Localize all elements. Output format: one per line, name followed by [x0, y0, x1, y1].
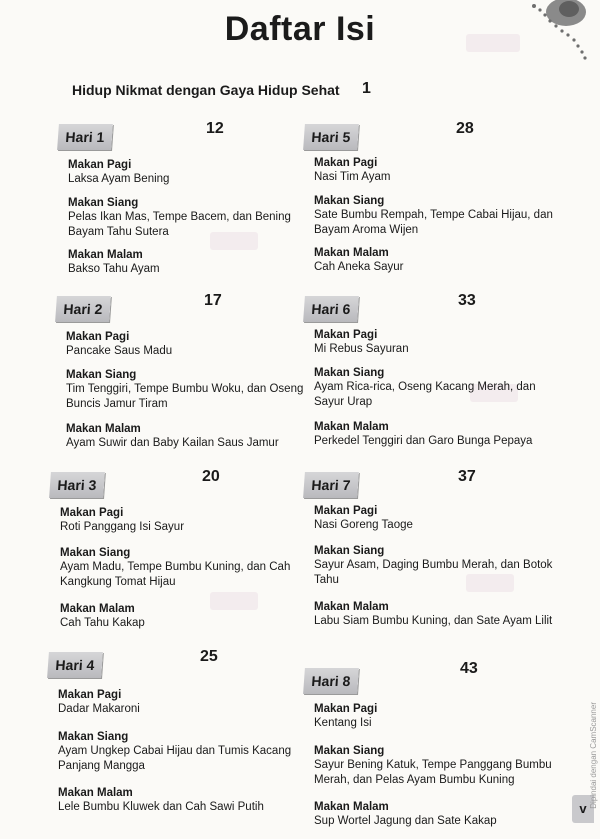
meal-label: Makan Pagi — [314, 329, 378, 341]
meal-desc: Pelas Ikan Mas, Tempe Bacem, dan Bening Bayam Tahu Sutera — [68, 211, 291, 238]
meal-desc: Nasi Tim Ayam — [314, 171, 391, 183]
meal-label: Makan Siang — [68, 197, 139, 209]
meal-siang — [58, 730, 298, 774]
meal-label: Makan Malam — [314, 247, 389, 259]
day-page-number: 20 — [202, 468, 220, 485]
meal-label: Makan Malam — [66, 423, 141, 435]
meal-label: Makan Siang — [66, 369, 137, 381]
meal-pagi — [58, 688, 298, 717]
meal-siang — [60, 546, 300, 590]
page-title: Daftar Isi — [224, 10, 376, 48]
day-badge: Hari 6 — [303, 296, 359, 322]
meal-desc: Ayam Madu, Tempe Bumbu Kuning, dan Cah Kangkung Tomat Hijau — [60, 561, 291, 588]
meal-label: Makan Malam — [314, 601, 389, 613]
meal-label: Makan Siang — [314, 195, 385, 207]
meal-siang — [314, 544, 554, 588]
meal-label: Makan Pagi — [68, 159, 132, 171]
meal-malam — [60, 602, 300, 631]
meal-label: Makan Siang — [314, 367, 385, 379]
meal-label: Makan Malam — [314, 801, 389, 813]
meal-label: Makan Pagi — [66, 331, 130, 343]
meal-siang — [68, 196, 308, 240]
scanner-watermark: Dipindai dengan CamScanner — [589, 702, 598, 809]
meal-desc: Ayam Ungkep Cabai Hijau dan Tumis Kacang Panjang Mangga — [58, 745, 292, 772]
meal-pagi — [66, 330, 306, 359]
meal-desc: Lele Bumbu Kluwek dan Cah Sawi Putih — [58, 801, 264, 813]
day-badge: Hari 5 — [303, 124, 359, 150]
meal-siang — [66, 368, 306, 412]
meal-desc: Ayam Rica-rica, Oseng Kacang Merah, dan Sayur Urap — [314, 381, 536, 408]
day-badge: Hari 1 — [57, 124, 113, 150]
meal-pagi — [314, 702, 554, 731]
meal-malam — [314, 420, 554, 449]
meal-pagi — [68, 158, 308, 187]
meal-label: Makan Pagi — [314, 157, 378, 169]
meal-desc: Laksa Ayam Bening — [68, 173, 170, 185]
meal-label: Makan Pagi — [60, 507, 124, 519]
day-page-number: 37 — [458, 468, 476, 485]
meal-label: Makan Pagi — [58, 689, 122, 701]
intro-page-number: 1 — [362, 80, 371, 97]
day-page-number: 28 — [456, 120, 474, 137]
meal-desc: Sayur Asam, Daging Bumbu Merah, dan Botok Tahu — [314, 559, 553, 586]
meal-malam — [314, 800, 554, 829]
meal-siang — [314, 744, 554, 788]
meal-label: Makan Malam — [60, 603, 135, 615]
meal-label: Makan Malam — [58, 787, 133, 799]
meal-malam — [58, 786, 298, 815]
meal-desc: Sayur Bening Katuk, Tempe Panggang Bumbu Merah, dan Pelas Ayam Bumbu Kuning — [314, 759, 552, 786]
meal-desc: Bakso Tahu Ayam — [68, 263, 160, 275]
meal-label: Makan Malam — [68, 249, 143, 261]
meal-label: Makan Pagi — [314, 505, 378, 517]
meal-desc: Tim Tenggiri, Tempe Bumbu Woku, dan Oseng Buncis Jamur Tiram — [66, 383, 304, 410]
meal-siang — [314, 366, 554, 410]
meal-pagi — [60, 506, 300, 535]
meal-desc: Roti Panggang Isi Sayur — [60, 521, 185, 533]
meal-label: Makan Malam — [314, 421, 389, 433]
meal-pagi — [314, 156, 554, 185]
day-badge: Hari 7 — [303, 472, 359, 498]
meal-label: Makan Siang — [58, 731, 129, 743]
meal-desc: Sup Wortel Jagung dan Sate Kakap — [314, 815, 497, 827]
day-badge: Hari 2 — [55, 296, 111, 322]
meal-malam — [68, 248, 308, 277]
meal-pagi — [314, 328, 554, 357]
meal-label: Makan Siang — [314, 745, 385, 757]
day-page-number: 43 — [460, 660, 478, 677]
meal-desc: Nasi Goreng Taoge — [314, 519, 413, 531]
day-badge: Hari 4 — [47, 652, 103, 678]
intro-title: Hidup Nikmat dengan Gaya Hidup Sehat — [72, 82, 340, 98]
meal-desc: Pancake Saus Madu — [66, 345, 173, 357]
page-number-tab: v — [572, 795, 594, 823]
meal-desc: Cah Aneka Sayur — [314, 261, 404, 273]
meal-desc: Mi Rebus Sayuran — [314, 343, 409, 355]
meal-malam — [66, 422, 306, 451]
day-badge: Hari 3 — [49, 472, 105, 498]
meal-desc: Kentang Isi — [314, 717, 372, 729]
day-page-number: 17 — [204, 292, 222, 309]
meal-label: Makan Siang — [314, 545, 385, 557]
meal-desc: Dadar Makaroni — [58, 703, 140, 715]
meal-pagi — [314, 504, 554, 533]
meal-malam — [314, 246, 554, 275]
meal-desc: Ayam Suwir dan Baby Kailan Saus Jamur — [66, 437, 279, 449]
day-page-number: 33 — [458, 292, 476, 309]
meal-label: Makan Siang — [60, 547, 131, 559]
meal-desc: Sate Bumbu Rempah, Tempe Cabai Hijau, dan Bayam Aroma Wijen — [314, 209, 553, 236]
day-page-number: 25 — [200, 648, 218, 665]
meal-siang — [314, 194, 554, 238]
day-badge: Hari 8 — [303, 668, 359, 694]
meal-desc: Perkedel Tenggiri dan Garo Bunga Pepaya — [314, 435, 533, 447]
meal-label: Makan Pagi — [314, 703, 378, 715]
day-page-number: 12 — [206, 120, 224, 137]
meal-desc: Labu Siam Bumbu Kuning, dan Sate Ayam Lilit — [314, 615, 553, 627]
meal-desc: Cah Tahu Kakap — [60, 617, 145, 629]
meal-malam — [314, 600, 554, 629]
